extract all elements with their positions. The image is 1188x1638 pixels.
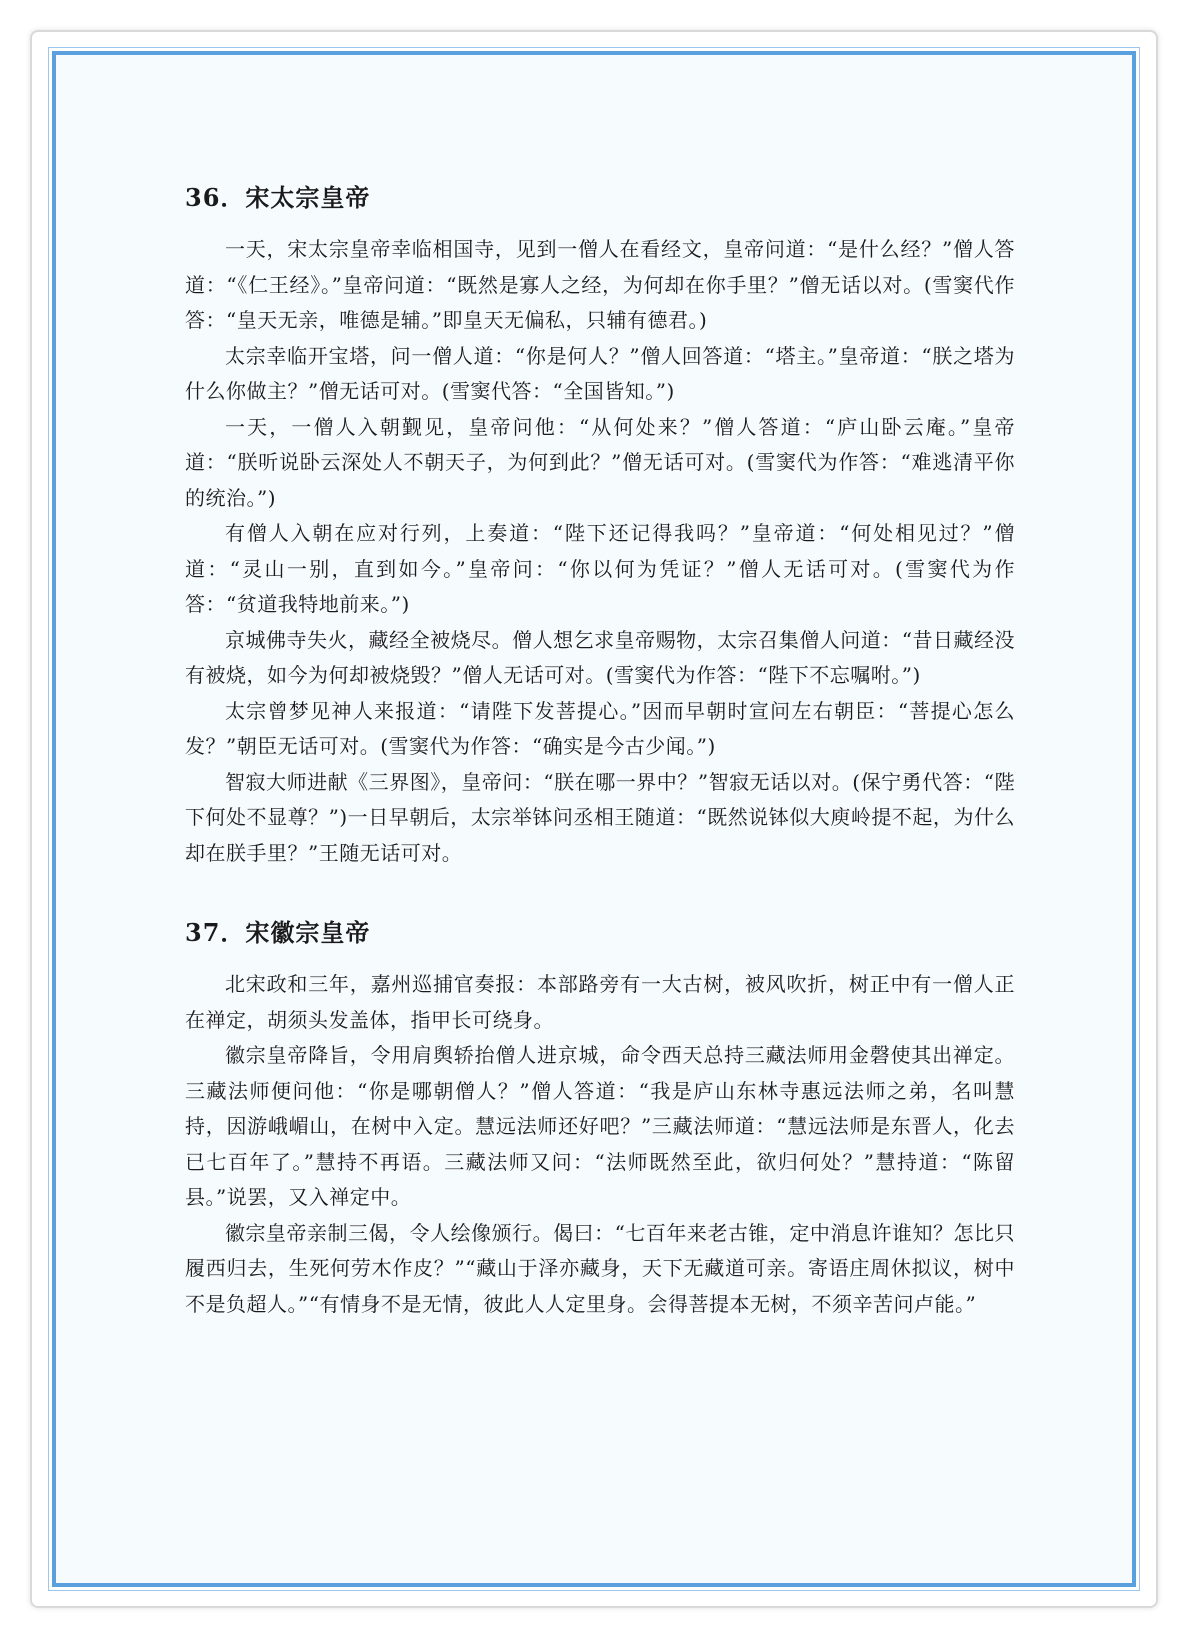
paragraph: 太宗曾梦见神人来报道：“请陛下发菩提心。”因而早朝时宣问左右朝臣：“菩提心怎么发？”朝臣无话可对。(雪窦代为作答：“确实是今古少闻。”) — [185, 698, 1015, 758]
paragraph: 太宗幸临开宝塔，问一僧人道：“你是何人？”僧人回答道：“塔主。”皇帝道：“朕之塔为什么你做主？”僧无话可对。(雪窦代答：“全国皆知。”) — [185, 343, 1015, 403]
section-song-huizong — [185, 915, 1015, 1322]
paragraph: 有僧人入朝在应对行列，上奏道：“陛下还记得我吗？”皇帝道：“何处相见过？”僧道：“灵山一别，直到如今。”皇帝问：“你以何为凭证？”僧人无话可对。(雪窦代为作答：“贫道我特地前来。”) — [185, 521, 1015, 616]
paragraph: 徽宗皇帝降旨，令用肩舆轿抬僧人进京城，命令西天总持三藏法师用金磬使其出禅定。三藏法师便问他：“你是哪朝僧人？”僧人答道：“我是庐山东林寺惠远法师之弟，名叫慧持，因游峨嵋山，在树中入定。慧远法师还好吧？”三藏法师道：“慧远法师是东晋人，化去已七百年了。”慧持不再语。三藏法师又问：“法师既然至此，欲归何处？”慧持道：“陈留县。”说罢，又入禅定中。 — [185, 1043, 1015, 1209]
paragraph: 徽宗皇帝亲制三偈，令人绘像颁行。偈曰：“七百年来老古锥，定中消息许谁知？怎比只履西归去，生死何劳木作皮？”“藏山于泽亦藏身，天下无藏道可亲。寄语庄周休拟议，树中不是负超人。”“有情身不是无情，彼此人人定里身。会得菩提本无树，不须辛苦问卢能。” — [185, 1220, 1015, 1316]
section-song-taizong — [185, 180, 1015, 871]
section-title: 36．宋太宗皇帝 — [185, 183, 371, 212]
section-title: 37．宋徽宗皇帝 — [185, 918, 371, 947]
document-page — [185, 180, 1015, 1366]
paragraph: 一天，宋太宗皇帝幸临相国寺，见到一僧人在看经文，皇帝问道：“是什么经？”僧人答道：“《仁王经》。”皇帝问道：“既然是寡人之经，为何却在你手里？”僧无话以对。(雪窦代作答：“皇天无亲，唯德是辅。”即皇天无偏私，只辅有德君。) — [185, 237, 1015, 332]
paragraph: 京城佛寺失火，藏经全被烧尽。僧人想乞求皇帝赐物，太宗召集僧人问道：“昔日藏经没有被烧，如今为何却被烧毁？”僧人无话可对。(雪窦代为作答：“陛下不忘嘱咐。”) — [185, 627, 1015, 687]
paragraph: 智寂大师进献《三界图》，皇帝问：“朕在哪一界中？”智寂无话以对。(保宁勇代答：“陛下何处不显尊？”)一日早朝后，太宗举钵问丞相王随道：“既然说钵似大庾岭提不起，为什么却在朕手里？”王随无话可对。 — [185, 769, 1015, 865]
paragraph: 一天，一僧人入朝觐见，皇帝问他：“从何处来？”僧人答道：“庐山卧云庵。”皇帝道：“朕听说卧云深处人不朝天子，为何到此？”僧无话可对。(雪窦代为作答：“难逃清平你的统治。”) — [185, 414, 1015, 510]
paragraph: 北宋政和三年，嘉州巡捕官奏报：本部路旁有一大古树，被风吹折，树正中有一僧人正在禅定，胡须头发盖体，指甲长可绕身。 — [185, 972, 1015, 1032]
